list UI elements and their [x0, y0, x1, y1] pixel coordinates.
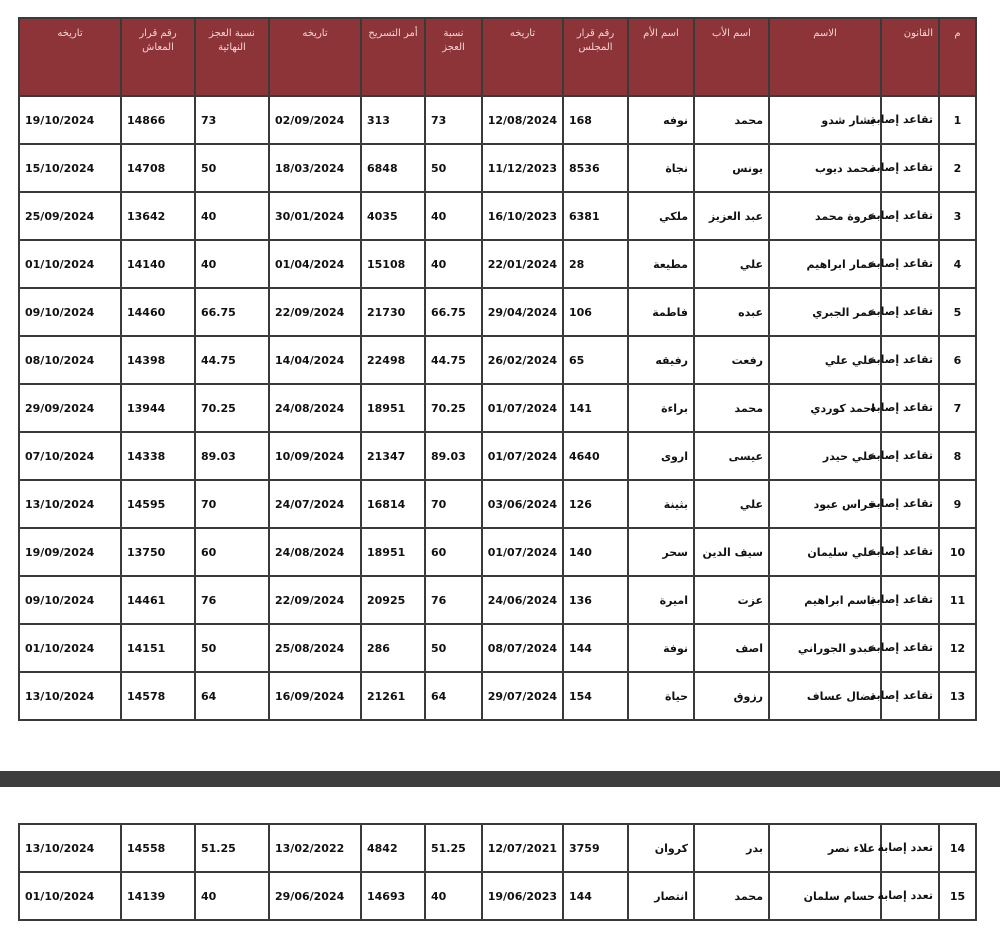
cell-name: عمر الجبري	[769, 288, 881, 336]
cell-pension-no: 14461	[121, 576, 195, 624]
cell-pension-no: 14558	[121, 824, 195, 872]
cell-discharge: 22498	[361, 336, 425, 384]
cell-pension-no: 14578	[121, 672, 195, 720]
cell-law: تقاعد إصابة	[881, 672, 939, 720]
cell-disability: 89.03	[425, 432, 482, 480]
cell-date3: 01/10/2024	[19, 240, 121, 288]
records-table-continued	[18, 823, 977, 921]
cell-pension-no: 14866	[121, 96, 195, 144]
cell-father: عيسى	[694, 432, 769, 480]
cell-mother: مطيعة	[628, 240, 694, 288]
cell-disability: 40	[425, 872, 482, 920]
cell-mother: انتصار	[628, 872, 694, 920]
cell-council-no: 4640	[563, 432, 628, 480]
table-row	[19, 288, 976, 336]
header-name: الاسم	[769, 18, 881, 96]
cell-pension-no: 14151	[121, 624, 195, 672]
header-final-disability: نسبة العجز النهائية	[195, 18, 269, 96]
table-row	[19, 624, 976, 672]
cell-disability: 60	[425, 528, 482, 576]
header-pension-no: رقم قرار المعاش	[121, 18, 195, 96]
cell-final-disability: 73	[195, 96, 269, 144]
cell-name: فراس عبود	[769, 480, 881, 528]
cell-date2: 01/04/2024	[269, 240, 361, 288]
cell-mother: اروى	[628, 432, 694, 480]
cell-pension-no: 14708	[121, 144, 195, 192]
cell-date2: 25/08/2024	[269, 624, 361, 672]
cell-council-no: 144	[563, 624, 628, 672]
cell-law: تعدد إصابة	[881, 872, 939, 920]
header-date3: تاريخه	[19, 18, 121, 96]
cell-date1: 29/07/2024	[482, 672, 563, 720]
table-row	[19, 872, 976, 920]
cell-pension-no: 13642	[121, 192, 195, 240]
cell-final-disability: 66.75	[195, 288, 269, 336]
cell-discharge: 286	[361, 624, 425, 672]
cell-date1: 03/06/2024	[482, 480, 563, 528]
cell-father: يونس	[694, 144, 769, 192]
cell-date1: 11/12/2023	[482, 144, 563, 192]
cell-date2: 24/08/2024	[269, 384, 361, 432]
table-row	[19, 672, 976, 720]
cell-council-no: 168	[563, 96, 628, 144]
cell-idx: 1	[939, 96, 976, 144]
cell-disability: 50	[425, 624, 482, 672]
cell-date2: 14/04/2024	[269, 336, 361, 384]
header-idx: م	[939, 18, 976, 96]
table-header-row	[19, 18, 976, 96]
cell-disability: 76	[425, 576, 482, 624]
cell-discharge: 4035	[361, 192, 425, 240]
table-row	[19, 336, 976, 384]
cell-council-no: 144	[563, 872, 628, 920]
cell-date2: 24/08/2024	[269, 528, 361, 576]
cell-mother: رفيقه	[628, 336, 694, 384]
cell-disability: 70	[425, 480, 482, 528]
cell-final-disability: 76	[195, 576, 269, 624]
header-discharge: أمر التسريح	[361, 18, 425, 96]
cell-date1: 22/01/2024	[482, 240, 563, 288]
cell-law: تقاعد إصابة	[881, 240, 939, 288]
header-disability: نسبة العجز	[425, 18, 482, 96]
cell-name: علاء نصر	[769, 824, 881, 872]
cell-idx: 3	[939, 192, 976, 240]
cell-disability: 40	[425, 240, 482, 288]
cell-council-no: 28	[563, 240, 628, 288]
table-row	[19, 480, 976, 528]
cell-law: تقاعد إصابة	[881, 288, 939, 336]
cell-council-no: 154	[563, 672, 628, 720]
cell-idx: 14	[939, 824, 976, 872]
cell-law: تقاعد إصابة	[881, 144, 939, 192]
cell-final-disability: 40	[195, 240, 269, 288]
cell-idx: 13	[939, 672, 976, 720]
cell-final-disability: 40	[195, 192, 269, 240]
header-date1: تاريخه	[482, 18, 563, 96]
records-table	[18, 17, 977, 721]
cell-date1: 01/07/2024	[482, 384, 563, 432]
cell-law: تقاعد إصابة	[881, 336, 939, 384]
cell-date3: 19/09/2024	[19, 528, 121, 576]
cell-date1: 01/07/2024	[482, 528, 563, 576]
cell-date3: 13/10/2024	[19, 672, 121, 720]
cell-mother: كروان	[628, 824, 694, 872]
cell-final-disability: 44.75	[195, 336, 269, 384]
cell-name: علي سليمان	[769, 528, 881, 576]
cell-pension-no: 14460	[121, 288, 195, 336]
cell-discharge: 4842	[361, 824, 425, 872]
cell-date3: 15/10/2024	[19, 144, 121, 192]
cell-name: عروة محمد	[769, 192, 881, 240]
cell-council-no: 65	[563, 336, 628, 384]
cell-date2: 13/02/2022	[269, 824, 361, 872]
cell-date1: 29/04/2024	[482, 288, 563, 336]
cell-father: رزوق	[694, 672, 769, 720]
cell-council-no: 8536	[563, 144, 628, 192]
cell-law: تقاعد إصابة	[881, 528, 939, 576]
cell-discharge: 18951	[361, 528, 425, 576]
cell-council-no: 136	[563, 576, 628, 624]
cell-disability: 50	[425, 144, 482, 192]
cell-name: حسام سلمان	[769, 872, 881, 920]
cell-date3: 01/10/2024	[19, 624, 121, 672]
cell-name: عبدو الجوراني	[769, 624, 881, 672]
header-law: القانون	[881, 18, 939, 96]
cell-mother: نجاة	[628, 144, 694, 192]
cell-name: عمار ابراهيم	[769, 240, 881, 288]
cell-disability: 64	[425, 672, 482, 720]
cell-father: سيف الدين	[694, 528, 769, 576]
cell-discharge: 15108	[361, 240, 425, 288]
cell-final-disability: 40	[195, 872, 269, 920]
cell-final-disability: 50	[195, 624, 269, 672]
header-council-no: رقم قرار المجلس	[563, 18, 628, 96]
cell-idx: 2	[939, 144, 976, 192]
table-row	[19, 576, 976, 624]
cell-pension-no: 13750	[121, 528, 195, 576]
cell-mother: براءة	[628, 384, 694, 432]
cell-father: عزت	[694, 576, 769, 624]
table-row	[19, 192, 976, 240]
cell-idx: 7	[939, 384, 976, 432]
cell-law: تقاعد إصابة	[881, 480, 939, 528]
cell-name: علي علي	[769, 336, 881, 384]
table-row	[19, 240, 976, 288]
cell-disability: 66.75	[425, 288, 482, 336]
cell-disability: 40	[425, 192, 482, 240]
cell-father: بدر	[694, 824, 769, 872]
cell-council-no: 6381	[563, 192, 628, 240]
cell-discharge: 6848	[361, 144, 425, 192]
cell-final-disability: 60	[195, 528, 269, 576]
cell-father: محمد	[694, 96, 769, 144]
cell-discharge: 21730	[361, 288, 425, 336]
cell-mother: سحر	[628, 528, 694, 576]
cell-discharge: 21347	[361, 432, 425, 480]
cell-final-disability: 70.25	[195, 384, 269, 432]
cell-idx: 9	[939, 480, 976, 528]
cell-council-no: 106	[563, 288, 628, 336]
cell-father: عبد العزيز	[694, 192, 769, 240]
cell-date1: 19/06/2023	[482, 872, 563, 920]
cell-date3: 13/10/2024	[19, 824, 121, 872]
cell-father: علي	[694, 240, 769, 288]
cell-final-disability: 51.25	[195, 824, 269, 872]
cell-father: رفعت	[694, 336, 769, 384]
cell-date1: 12/07/2021	[482, 824, 563, 872]
cell-mother: نوفة	[628, 624, 694, 672]
cell-father: محمد	[694, 384, 769, 432]
cell-mother: بثينة	[628, 480, 694, 528]
cell-date2: 10/09/2024	[269, 432, 361, 480]
cell-mother: نوفه	[628, 96, 694, 144]
cell-idx: 11	[939, 576, 976, 624]
cell-disability: 51.25	[425, 824, 482, 872]
cell-council-no: 126	[563, 480, 628, 528]
cell-name: نضال عساف	[769, 672, 881, 720]
cell-pension-no: 14140	[121, 240, 195, 288]
cell-father: محمد	[694, 872, 769, 920]
cell-discharge: 18951	[361, 384, 425, 432]
cell-final-disability: 64	[195, 672, 269, 720]
cell-name: بشار شدو	[769, 96, 881, 144]
cell-law: تقاعد إصابة	[881, 192, 939, 240]
cell-date1: 24/06/2024	[482, 576, 563, 624]
cell-date2: 22/09/2024	[269, 288, 361, 336]
cell-council-no: 140	[563, 528, 628, 576]
cell-name: احمد كوردي	[769, 384, 881, 432]
cell-father: علي	[694, 480, 769, 528]
cell-mother: فاطمة	[628, 288, 694, 336]
cell-date2: 29/06/2024	[269, 872, 361, 920]
cell-name: باسم ابراهيم	[769, 576, 881, 624]
cell-council-no: 141	[563, 384, 628, 432]
cell-law: تقاعد إصابة	[881, 576, 939, 624]
cell-date2: 16/09/2024	[269, 672, 361, 720]
cell-law: تقاعد إصابة	[881, 432, 939, 480]
cell-discharge: 21261	[361, 672, 425, 720]
cell-law: تقاعد إصابة	[881, 384, 939, 432]
cell-mother: ملكي	[628, 192, 694, 240]
cell-idx: 12	[939, 624, 976, 672]
page-divider	[0, 771, 1000, 787]
table-row	[19, 824, 976, 872]
cell-date3: 07/10/2024	[19, 432, 121, 480]
cell-idx: 8	[939, 432, 976, 480]
cell-disability: 73	[425, 96, 482, 144]
cell-date3: 01/10/2024	[19, 872, 121, 920]
cell-council-no: 3759	[563, 824, 628, 872]
cell-date2: 02/09/2024	[269, 96, 361, 144]
cell-law: تعدد إصابة	[881, 824, 939, 872]
cell-pension-no: 14139	[121, 872, 195, 920]
cell-father: اصف	[694, 624, 769, 672]
cell-date3: 09/10/2024	[19, 576, 121, 624]
cell-date3: 09/10/2024	[19, 288, 121, 336]
cell-date3: 08/10/2024	[19, 336, 121, 384]
cell-date1: 16/10/2023	[482, 192, 563, 240]
cell-date2: 24/07/2024	[269, 480, 361, 528]
cell-date3: 29/09/2024	[19, 384, 121, 432]
cell-date1: 01/07/2024	[482, 432, 563, 480]
table-row	[19, 528, 976, 576]
table-row	[19, 432, 976, 480]
cell-idx: 5	[939, 288, 976, 336]
cell-pension-no: 14398	[121, 336, 195, 384]
header-father: اسم الأب	[694, 18, 769, 96]
cell-date1: 08/07/2024	[482, 624, 563, 672]
cell-pension-no: 14595	[121, 480, 195, 528]
cell-pension-no: 13944	[121, 384, 195, 432]
cell-final-disability: 50	[195, 144, 269, 192]
cell-idx: 10	[939, 528, 976, 576]
cell-mother: حياة	[628, 672, 694, 720]
cell-law: تقاعد إصابة	[881, 96, 939, 144]
cell-final-disability: 70	[195, 480, 269, 528]
cell-name: علي حيدر	[769, 432, 881, 480]
header-mother: اسم الأم	[628, 18, 694, 96]
cell-name: محمد ديوب	[769, 144, 881, 192]
cell-idx: 15	[939, 872, 976, 920]
cell-date3: 25/09/2024	[19, 192, 121, 240]
cell-date3: 13/10/2024	[19, 480, 121, 528]
cell-discharge: 14693	[361, 872, 425, 920]
cell-father: عبده	[694, 288, 769, 336]
cell-discharge: 313	[361, 96, 425, 144]
cell-law: تقاعد إصابة	[881, 624, 939, 672]
cell-disability: 44.75	[425, 336, 482, 384]
cell-discharge: 20925	[361, 576, 425, 624]
table-row	[19, 384, 976, 432]
table-row	[19, 144, 976, 192]
cell-idx: 6	[939, 336, 976, 384]
cell-date1: 26/02/2024	[482, 336, 563, 384]
cell-mother: اميرة	[628, 576, 694, 624]
cell-date2: 30/01/2024	[269, 192, 361, 240]
cell-idx: 4	[939, 240, 976, 288]
cell-disability: 70.25	[425, 384, 482, 432]
header-date2: تاريخه	[269, 18, 361, 96]
cell-date2: 22/09/2024	[269, 576, 361, 624]
cell-date2: 18/03/2024	[269, 144, 361, 192]
cell-final-disability: 89.03	[195, 432, 269, 480]
table-row	[19, 96, 976, 144]
cell-date1: 12/08/2024	[482, 96, 563, 144]
cell-discharge: 16814	[361, 480, 425, 528]
cell-pension-no: 14338	[121, 432, 195, 480]
cell-date3: 19/10/2024	[19, 96, 121, 144]
